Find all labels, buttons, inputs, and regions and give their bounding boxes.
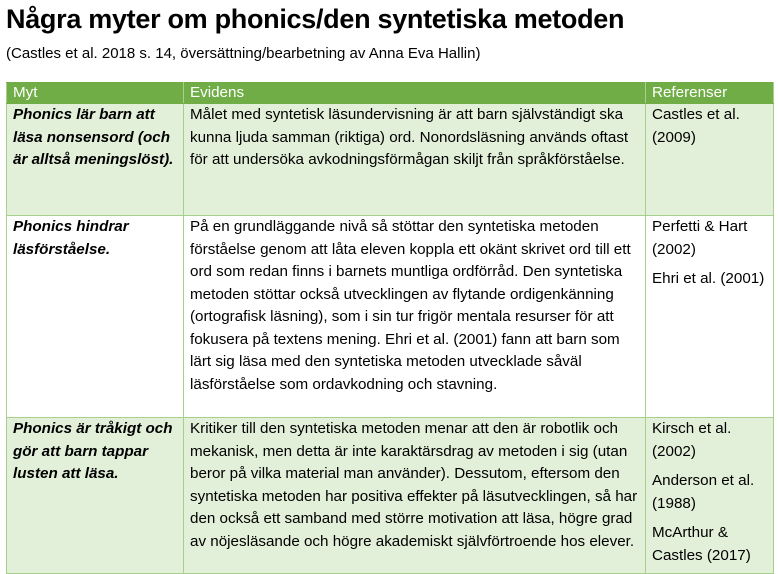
evidence-cell: Kritiker till den syntetiska metoden menar att den är robotlik och mekanisk, men detta är inte karaktärsdrag av metoden i sig (utan beror på vilka material man använder). Dessutom, eftersom den syntetiska metoden har positiva effekter på läsutvecklingen, så har den också ett samband med större motivation att läsa, högre grad av nöjesläsande och högre akademiskt självförtroende hos elever. <box>184 418 646 574</box>
table-header-row <box>7 83 774 104</box>
evidence-cell: Målet med syntetisk läsundervisning är att barn självständigt ska kunna ljuda samman (riktiga) ord. Nonordsläsning används oftast för att undersöka avkodningsförmågan skiljt från språkförståelse. <box>184 104 646 216</box>
reference-item: Perfetti & Hart (2002) <box>652 218 748 258</box>
table-row <box>7 216 774 418</box>
table-row <box>7 418 774 574</box>
reference-item: Kirsch et al. (2002) <box>652 420 732 460</box>
column-header-evidence: Evidens <box>184 83 646 104</box>
references-cell <box>646 216 774 418</box>
references-cell <box>646 418 774 574</box>
table-row <box>7 104 774 216</box>
page-subtitle: (Castles et al. 2018 s. 14, översättning/bearbetning av Anna Eva Hallin) <box>6 45 481 62</box>
column-header-myth: Myt <box>7 83 184 104</box>
myth-cell: Phonics lär barn att läsa nonsensord (och är alltså meningslöst). <box>7 104 184 216</box>
reference-item: Ehri et al. (2001) <box>652 270 765 287</box>
references-cell <box>646 104 774 216</box>
myth-cell: Phonics är tråkigt och gör att barn tappar lusten att läsa. <box>7 418 184 574</box>
reference-item: Castles et al. (2009) <box>652 106 740 146</box>
reference-item: McArthur & Castles (2017) <box>652 524 751 564</box>
page-title: Några myter om phonics/den syntetiska metoden <box>6 4 625 34</box>
reference-item: Anderson et al. (1988) <box>652 472 755 512</box>
myths-table <box>6 82 774 574</box>
column-header-references: Referenser <box>646 83 774 104</box>
myth-cell: Phonics hindrar läsförståelse. <box>7 216 184 418</box>
evidence-cell: På en grundläggande nivå så stöttar den syntetiska metoden förståelse genom att låta eleven koppla ett okänt skrivet ord till ett ord som redan finns i barnets muntliga ordförråd. Den syntetiska metoden stöttar också utvecklingen av flytande ordigenkänning (ortografisk läsning), som i sin tur frigör mentala resurser för att fokusera på textens mening. Ehri et al. (2001) fann att barn som lärt sig läsa med den syntetiska metoden utvecklade såväl läsförståelse som ordavkodning och stavning. <box>184 216 646 418</box>
